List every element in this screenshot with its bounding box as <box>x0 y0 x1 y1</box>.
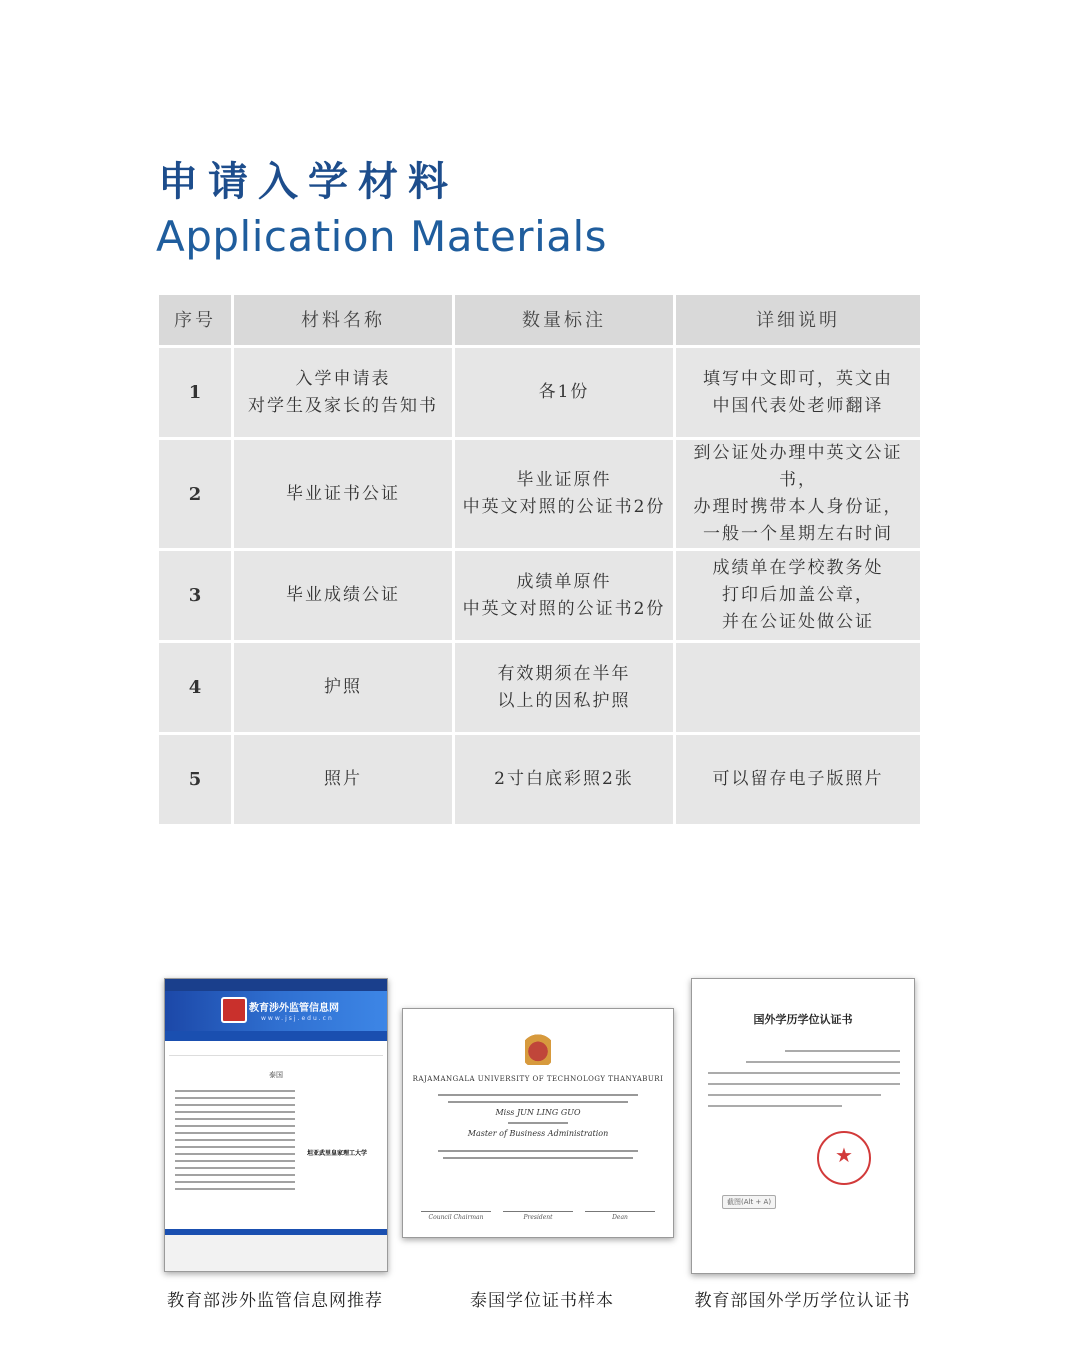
cell-material-name <box>233 347 454 439</box>
website-footer <box>165 1229 387 1271</box>
screenshot-button: 截图(Alt + A) <box>722 1195 776 1209</box>
cell-material-name <box>233 734 454 826</box>
certificate-title: 国外学历学位认证书 <box>753 1013 853 1026</box>
cell-material-name-line: 毕业成绩公证 <box>286 585 400 605</box>
table-row <box>158 734 922 826</box>
cell-quantity <box>454 550 675 642</box>
website-nav <box>165 1031 387 1041</box>
cell-details-line: 打印后加盖公章， <box>722 585 874 605</box>
cell-material-name-line: 入学申请表 <box>295 368 391 389</box>
header-material-name: 材料名称 <box>233 294 454 347</box>
cell-quantity <box>454 347 675 439</box>
university-crest-icon <box>525 1031 551 1065</box>
diploma-degree: Master of Business Administration <box>467 1129 609 1138</box>
page-title-en: Application Materials <box>156 212 608 261</box>
caption-certificate: 教育部国外学历学位认证书 <box>694 1291 911 1311</box>
cell-quantity-line: 中英文对照的公证书2份 <box>462 497 666 517</box>
website-banner <box>165 991 387 1031</box>
certificate-text <box>708 1041 900 1116</box>
cell-material-name <box>233 439 454 550</box>
table-header-row <box>158 294 922 347</box>
cell-details-line: 并在公证处做公证 <box>722 612 874 632</box>
cell-details-line: 一般一个星期左右时间 <box>703 524 893 544</box>
cell-quantity <box>454 642 675 734</box>
website-logo-icon <box>221 997 247 1023</box>
website-highlight-university: 坦亚武里皇家理工大学 <box>307 1150 368 1157</box>
page-title-cn: 申请入学材料 <box>158 158 458 205</box>
website-url: www.jsj.edu.cn <box>261 1015 334 1022</box>
table-row <box>158 642 922 734</box>
cell-quantity <box>454 439 675 550</box>
cell-quantity-line: 毕业证原件 <box>516 470 612 490</box>
diploma-body <box>423 1089 653 1164</box>
diploma-university: RAJAMANGALA UNIVERSITY OF TECHNOLOGY THANYABURI <box>412 1075 664 1083</box>
signatory-president: President <box>523 1214 553 1221</box>
cell-index: 5 <box>158 734 233 826</box>
cell-quantity-line: 2寸白底彩照2张 <box>494 769 634 789</box>
diploma-sample <box>402 1008 674 1238</box>
website-topbar <box>165 979 387 991</box>
cell-details <box>675 439 922 550</box>
cell-details-line: 成绩单在学校教务处 <box>712 558 884 578</box>
cell-quantity-line: 成绩单原件 <box>516 571 612 592</box>
cell-quantity-line: 中英文对照的公证书2份 <box>462 598 666 619</box>
cell-material-name <box>233 642 454 734</box>
website-country: 泰国 <box>269 1071 283 1079</box>
cell-details-line: 到公证处办理中英文公证书， <box>693 443 903 490</box>
cell-index: 4 <box>158 642 233 734</box>
cell-quantity-line: 各1份 <box>538 382 590 402</box>
table-row <box>158 347 922 439</box>
cell-details <box>675 642 922 734</box>
cell-details-line: 办理时携带本人身份证， <box>693 497 903 517</box>
header-quantity: 数量标注 <box>454 294 675 347</box>
degree-certificate <box>691 978 915 1274</box>
cell-details <box>675 347 922 439</box>
cell-material-name-line: 照片 <box>324 769 362 789</box>
website-university-list <box>175 1090 295 1190</box>
header-index: 序号 <box>158 294 233 347</box>
cell-material-name-line: 毕业证书公证 <box>286 483 400 504</box>
cell-quantity-line: 以上的因私护照 <box>497 690 631 711</box>
website-screenshot <box>164 978 388 1272</box>
cell-quantity-line: 有效期须在半年 <box>497 663 631 684</box>
cell-material-name-line: 对学生及家长的告知书 <box>248 395 438 416</box>
cell-index: 3 <box>158 550 233 642</box>
caption-website: 教育部涉外监管信息网推荐 <box>167 1291 383 1311</box>
header-details: 详细说明 <box>675 294 922 347</box>
official-seal-icon: ★ <box>817 1131 871 1185</box>
cell-details <box>675 734 922 826</box>
signatory-dean: Dean <box>612 1214 628 1221</box>
caption-diploma: 泰国学位证书样本 <box>470 1291 614 1311</box>
website-search <box>169 1043 383 1056</box>
table-row <box>158 439 922 550</box>
cell-details <box>675 550 922 642</box>
cell-details-line: 中国代表处老师翻译 <box>712 395 884 416</box>
cell-material-name <box>233 550 454 642</box>
cell-details-line: 可以留存电子版照片 <box>712 769 884 789</box>
diploma-student-name: Miss JUN LING GUO <box>495 1108 581 1117</box>
cell-material-name-line: 护照 <box>324 677 362 697</box>
cell-index: 1 <box>158 347 233 439</box>
table-row <box>158 550 922 642</box>
materials-table <box>156 292 923 827</box>
website-name: 教育涉外监管信息网 <box>249 1003 339 1014</box>
cell-details-line: 填写中文即可，英文由 <box>703 368 893 389</box>
cell-index: 2 <box>158 439 233 550</box>
cell-quantity <box>454 734 675 826</box>
signatory-chairman: Council Chairman <box>428 1214 484 1221</box>
diploma-signatures <box>421 1201 655 1221</box>
